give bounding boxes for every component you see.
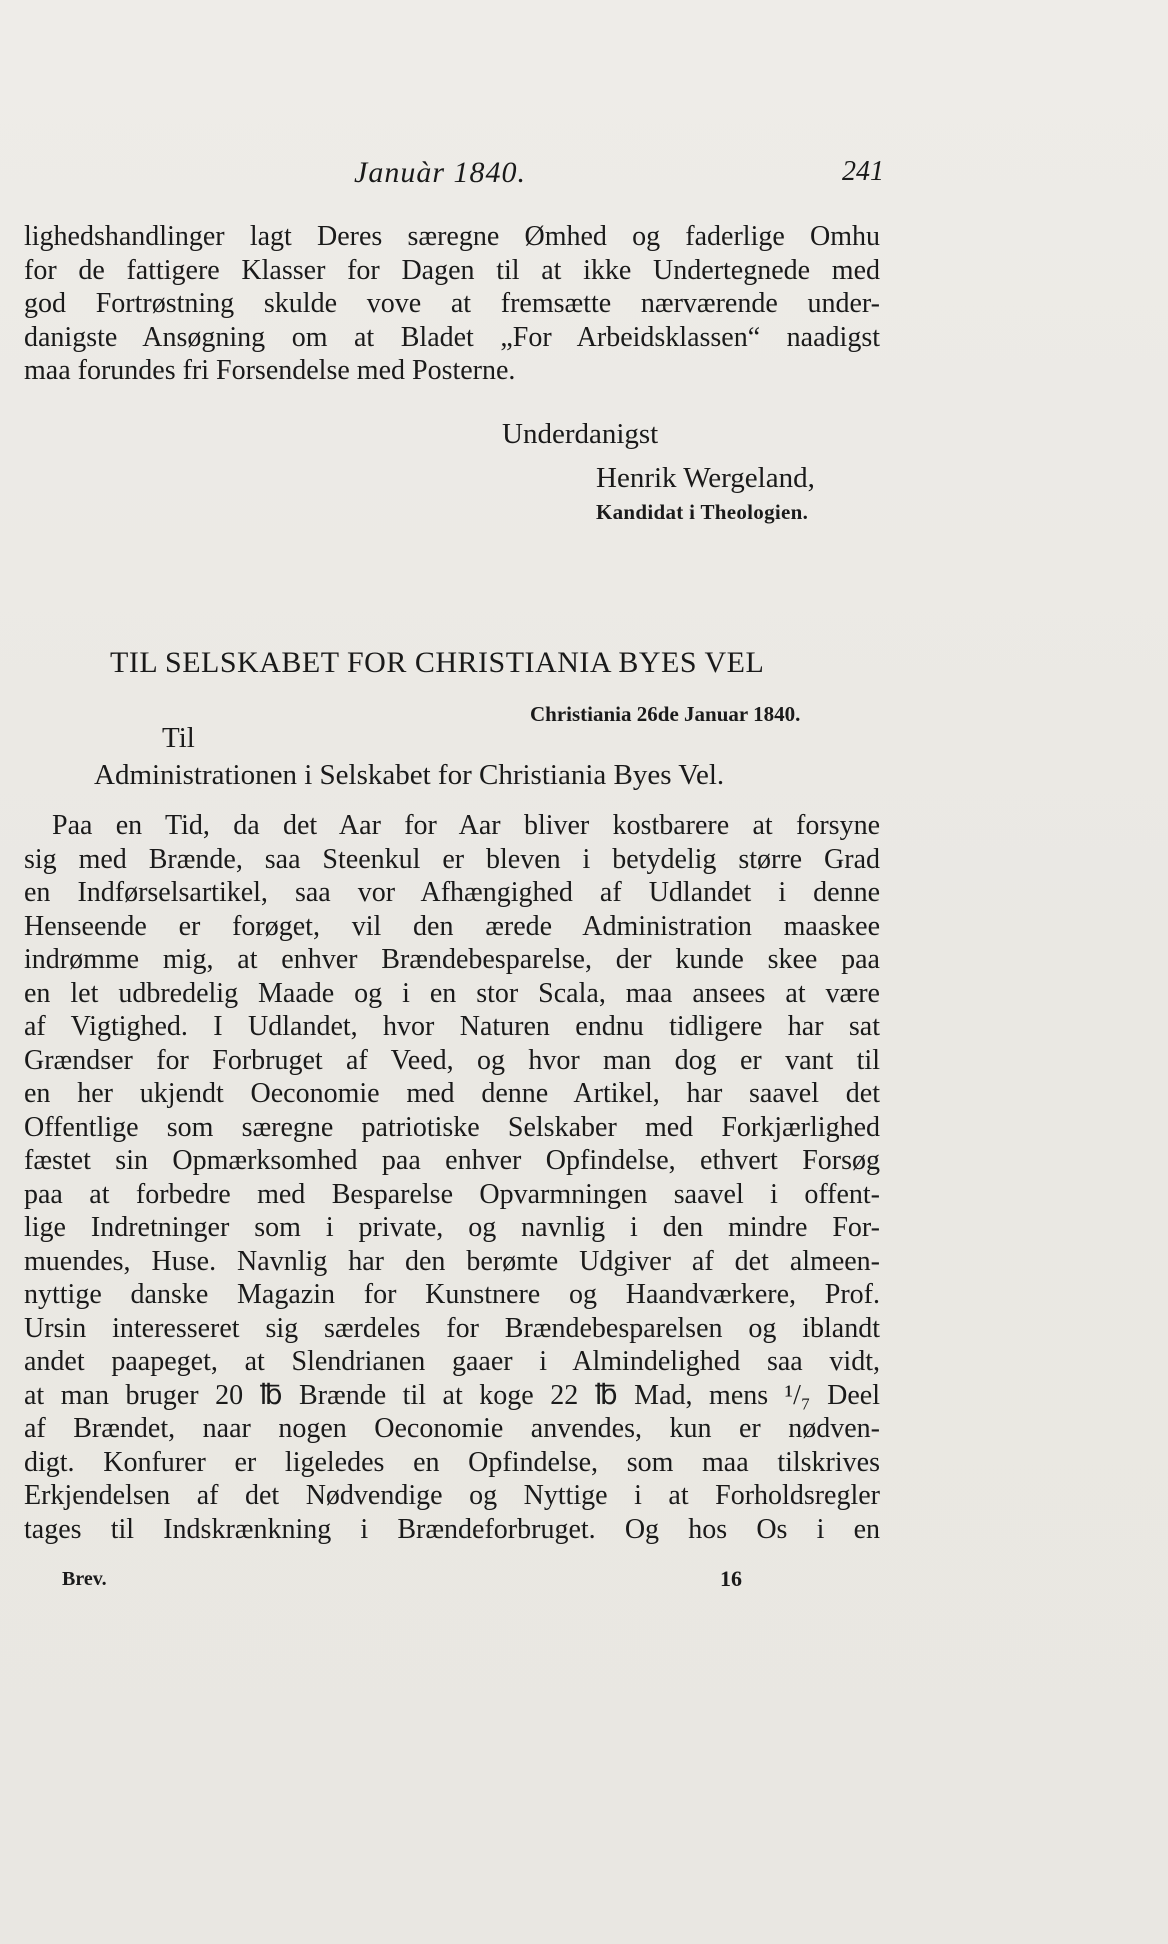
text-line: sig med Brænde, saa Steenkul er bleven i betydelig større Grad (24, 843, 880, 875)
signature-title: Kandidat i Theologien. (596, 500, 809, 524)
text-line: Erkjendelsen af det Nødvendige og Nyttige i at Forholdsregler (24, 1480, 880, 1511)
text-line: en let udbredelig Maade og i en stor Scala, maa ansees at være (24, 977, 880, 1009)
letter-body-paragraph (24, 809, 880, 1546)
footer-signature-mark: Brev. (62, 1568, 107, 1590)
text-line: for de fattigere Klasser for Dagen til at ikke Undertegnede med (24, 254, 880, 286)
text-line: andet paapeget, at Slendrianen gaaer i Almindelighed saa vidt, (24, 1346, 880, 1377)
text-line: Grændser for Forbruget af Veed, og hvor man dog er vant til (24, 1044, 880, 1076)
text-line: Ursin interesseret sig særdeles for Brændebesparelsen og iblandt (24, 1312, 880, 1344)
text-line: muendes, Huse. Navnlig har den berømte Udgiver af det almeen- (24, 1245, 880, 1277)
signature: Henrik Wergeland, (596, 462, 815, 494)
page-number: 241 (842, 156, 884, 187)
letter-addressee: Administrationen i Selskabet for Christiania Byes Vel. (94, 759, 725, 791)
text-line: at man bruger 20 ℔ Brænde til at koge 22 ℔ Mad, mens ¹/₇ Deel (24, 1379, 880, 1411)
text-line: paa at forbedre med Besparelse Opvarmningen saavel i offent- (24, 1178, 880, 1210)
text-line: digt. Konfurer er ligeledes en Opfindelse, som maa tilskrives (24, 1446, 880, 1478)
text-line: Offentlige som særegne patriotiske Selskaber med Forkjærlighed (24, 1111, 880, 1143)
petition-ending-paragraph (24, 220, 880, 388)
text-line: Paa en Tid, da det Aar for Aar bliver kostbarere at forsyne (52, 810, 880, 841)
running-title: Januàr 1840. (354, 156, 526, 189)
text-line: Henseende er forøget, vil den ærede Administration maaskee (24, 910, 880, 942)
text-line: indrømme mig, at enhver Brændebesparelse, der kunde skee paa (24, 944, 880, 975)
text-line: maa forundes fri Forsendelse med Posterne. (24, 355, 516, 386)
text-line: danigste Ansøgning om at Bladet „For Arbeidsklassen“ naadigst (24, 321, 880, 353)
text-line: nyttige danske Magazin for Kunstnere og Haandværkere, Prof. (24, 1279, 880, 1310)
letter-heading: TIL SELSKABET FOR CHRISTIANIA BYES VEL (110, 646, 765, 679)
letter-salutation: Til (162, 722, 195, 754)
text-line: en her ukjendt Oeconomie med denne Artikel, har saavel det (24, 1078, 880, 1109)
text-line: en Indførselsartikel, saa vor Afhængighed af Udlandet i denne (24, 877, 880, 908)
closing-salutation: Underdanigst (502, 418, 659, 450)
text-line: af Vigtighed. I Udlandet, hvor Naturen endnu tidligere har sat (24, 1011, 880, 1042)
running-header (24, 156, 884, 196)
text-line: af Brændet, naar nogen Oeconomie anvendes, kun er nødven- (24, 1413, 880, 1444)
text-line: tages til Indskrænkning i Brændeforbruget. Og hos Os i en (24, 1513, 880, 1545)
text-line: lighedshandlinger lagt Deres særegne Ømhed og faderlige Omhu (24, 221, 880, 252)
letter-dateline: Christiania 26de Januar 1840. (530, 702, 801, 726)
text-line: lige Indretninger som i private, og navnlig i den mindre For- (24, 1212, 880, 1243)
text-line: fæstet sin Opmærksomhed paa enhver Opfindelse, ethvert Forsøg (24, 1145, 880, 1176)
footer-sheet-number: 16 (720, 1566, 742, 1591)
text-line: god Fortrøstning skulde vove at fremsætte nærværende under- (24, 288, 880, 319)
